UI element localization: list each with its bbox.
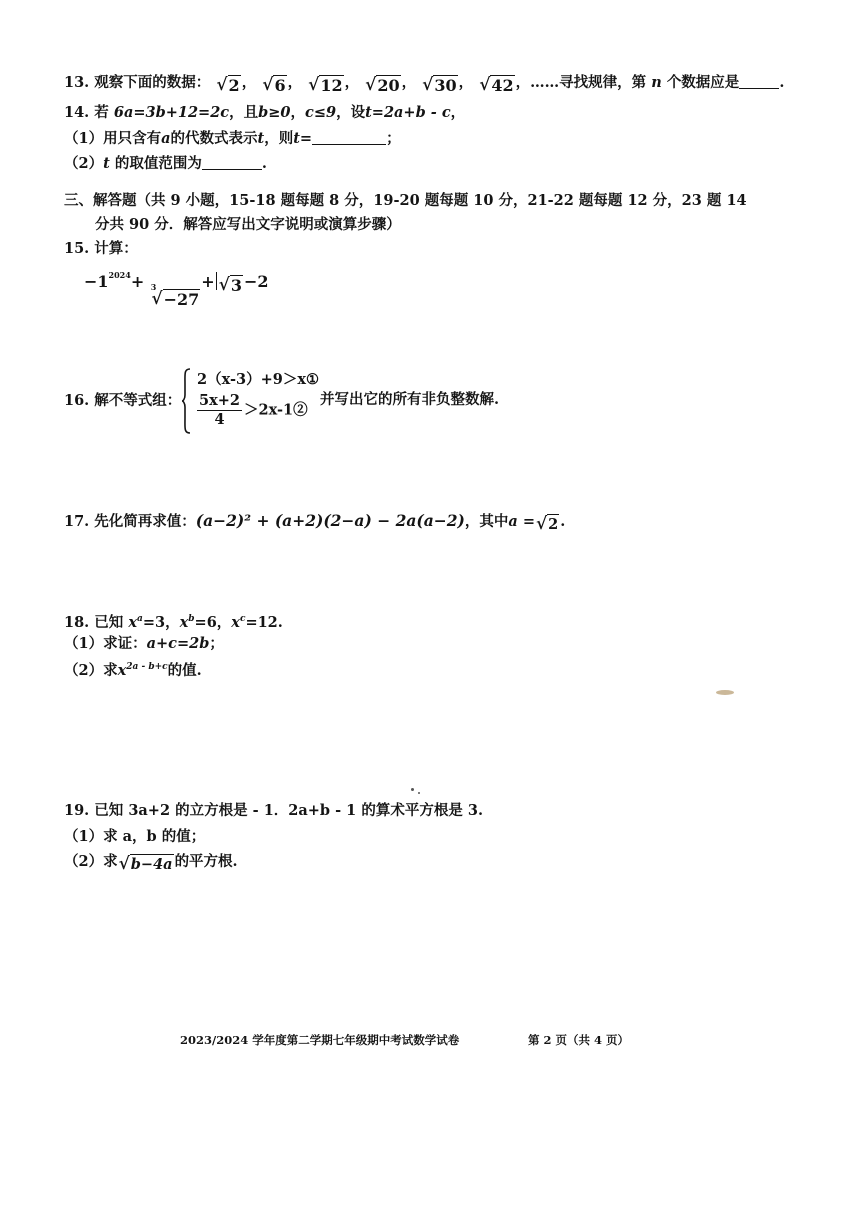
section-3-title-line-2: 分共 90 分．解答应写出文字说明或演算步骤） (95, 216, 401, 233)
question-14-part-1: （1）用只含有a的代数式表示t，则t= ； (64, 130, 401, 147)
question-18-part-1: （1）求证：a+c=2b； (64, 635, 224, 652)
sqrt-20: √ 20 (365, 75, 400, 95)
question-14: 14. 若 6a=3b+12=2c，且b≥0，c≤9，设t=2a+b - c， (64, 104, 466, 121)
q14-equation: 6a=3b+12=2c (113, 104, 230, 121)
question-19-part-1: （1）求 a，b 的值； (64, 828, 206, 845)
q13-lead: 观察下面的数据： (94, 74, 211, 91)
cube-root: 3 √ −27 (150, 282, 200, 309)
q13-n: n (651, 74, 662, 91)
inequality-2-fraction: $\frac{5x+2}{4}$ (199, 392, 240, 428)
sqrt-12: √ 12 (308, 75, 343, 95)
question-13: 13. 观察下面的数据： √ 2 ， √ 6 ， √ 12 ， √ 20 ， √ 30 ， √ 42 ，……寻找规律，第 n 个数据应是 . (64, 74, 785, 95)
question-18: 18. 已知 $x^a=3$，$x^b=6$，$x^c=12$. (64, 613, 283, 631)
question-17: 17. 先化简再求值：(a−2)² + (a+2)(2−a) − 2a(a−2)，其中a = √ 2 . (64, 511, 566, 534)
q13-tail2: 个数据应是 (666, 74, 740, 91)
question-16-tail: 并写出它的所有非负整数解. (320, 391, 500, 408)
q14-number: 14. (64, 104, 90, 121)
question-19: 19. 已知 3a+2 的立方根是 - 1．2a+b - 1 的算术平方根是 3. (64, 802, 484, 819)
q13-tail: ……寻找规律，第 (530, 74, 647, 91)
inequality-2: $\frac{5x+2}{4}$ ＞2x-1② (199, 392, 308, 428)
question-18-part-2: （2）求$x^{2a - b+c}$的值. (64, 661, 202, 679)
sqrt-b-minus-4a: √ b−4a (118, 854, 173, 874)
q14-part2-blank[interactable] (202, 169, 262, 170)
footer-page-number: 第 2 页（共 4 页） (528, 1033, 630, 1047)
question-15-expression: $-1^{2024}+$ 3 √ −27 + √ 3 −2 (84, 270, 269, 309)
sqrt-6: √ 6 (262, 75, 286, 95)
section-3-title: 三、解答题（共 9 小题，15-18 题每题 8 分，19-20 题每题 10 分，21-22 题每题 12 分，23 题 14 (64, 192, 747, 209)
question-19-part-2: （2）求 √ b−4a 的平方根. (64, 853, 238, 874)
footer-exam-title: 2023/2024 学年度第二学期七年级期中考试数学试卷 (180, 1033, 460, 1047)
sqrt-42: √ 42 (479, 75, 514, 95)
sqrt-3: √ 3 (218, 275, 242, 295)
sqrt-30: √ 30 (422, 75, 457, 95)
scan-speck (716, 690, 734, 695)
scan-speck (411, 788, 414, 791)
sqrt-2-value: √ 2 (535, 514, 559, 534)
absolute-bar (216, 272, 217, 290)
system-brace (181, 368, 191, 434)
q14-definition: t=2a+b - c (365, 104, 451, 121)
q13-number: 13. (64, 74, 90, 91)
q13-answer-blank[interactable] (739, 88, 779, 89)
scan-speck (418, 792, 420, 794)
question-16: 16. 解不等式组： (64, 392, 182, 409)
question-14-part-2: （2）t 的取值范围为 . (64, 155, 267, 172)
question-15: 15. 计算： (64, 240, 138, 257)
q14-part1-blank[interactable] (312, 144, 386, 145)
inequality-1: 2（x-3）+9＞x① (197, 371, 319, 388)
sqrt-2: √ 2 (216, 75, 240, 95)
q17-expression: (a−2)² + (a+2)(2−a) − 2a(a−2) (195, 511, 465, 530)
